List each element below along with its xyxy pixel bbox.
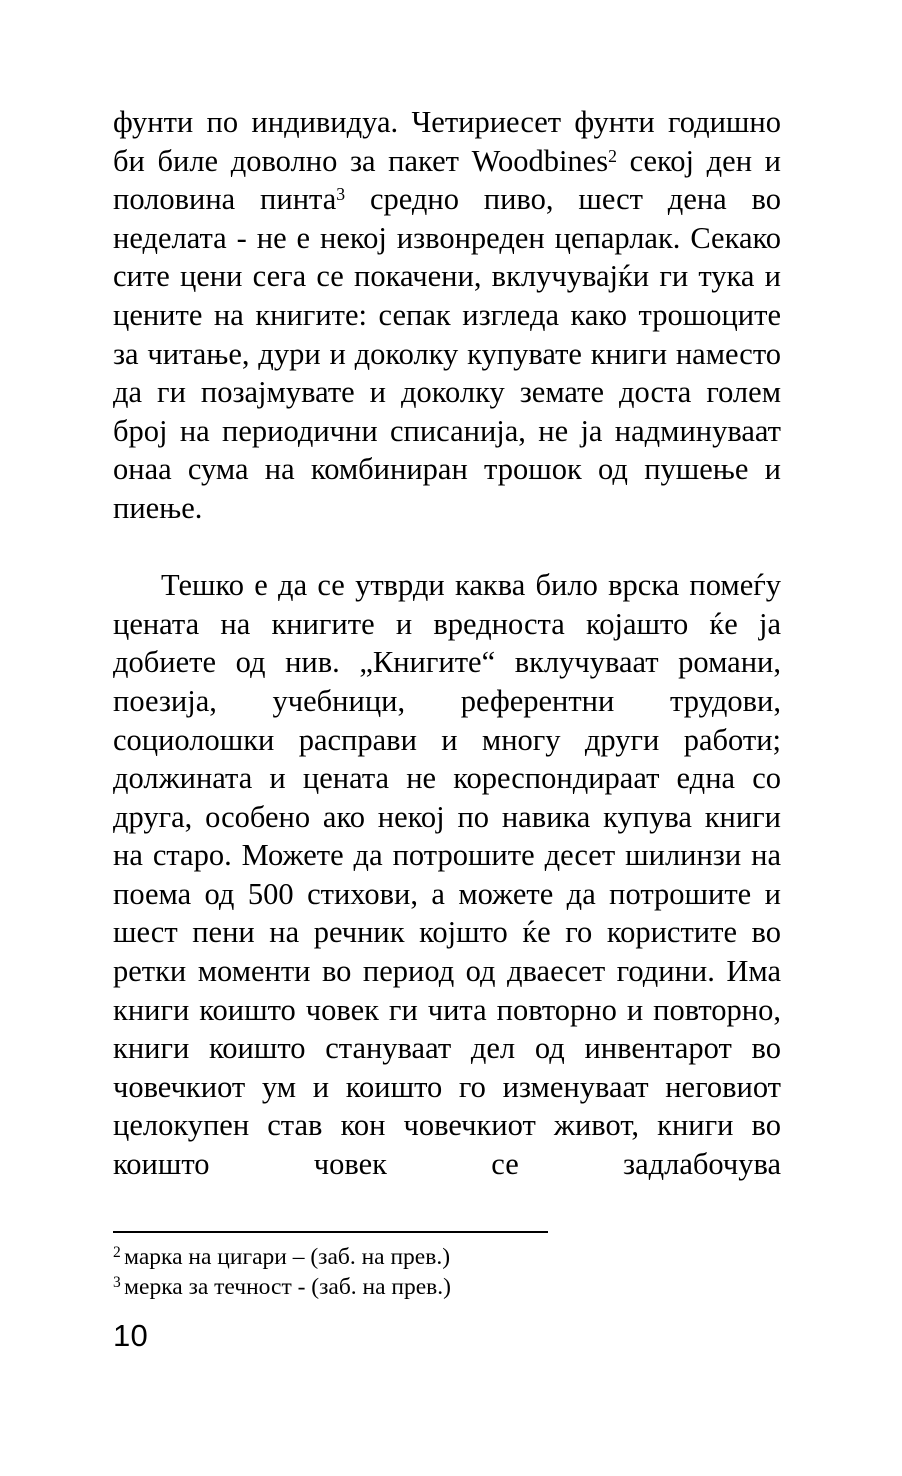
footnote-text-3: мерка за течност - (заб. на прев.) <box>124 1274 451 1300</box>
footnote-reference-2[interactable]: 2 <box>608 145 617 166</box>
page-number: 10 <box>113 1318 148 1353</box>
paragraph-continued-text-b: секој ден и половина пинта <box>113 143 781 217</box>
footnote-item-2 <box>113 1242 781 1272</box>
footnote-separator-rule <box>113 1231 548 1233</box>
footnote-reference-3[interactable]: 3 <box>336 184 346 204</box>
footnote-item-3 <box>113 1272 781 1302</box>
footnote-marker-2: 2 <box>113 1243 121 1261</box>
paragraph-continued <box>113 103 781 566</box>
body-text-column <box>113 103 781 1222</box>
paragraph-second: Тешко е да се утврди каква било врска помеѓу цената на книгите и вредноста којашто ќе ја добиете од нив. „Книгите“ вклучуваат романи, поезија, учебници, референтни трудови, социолошки расправи и многу други работи; должината и цената не кореспондираат една со друга, особено ако некој по навика купува книги на старо. Можете да потрошите десет шилинзи на поема од 500 стихови, а можете да потрошите и шест пени на речник којшто ќе го користите во ретки моменти во период од дваесет години. Има книги коишто човек ги чита повторно и повторно, книги коишто стануваат дел од инвентарот во човечкиот ум и коишто го изменуваат неговиот целокупен став кон човечкиот живот, книги во коишто човек се задлабочува <box>113 568 781 1182</box>
footnote-marker-3: 3 <box>113 1273 121 1291</box>
footnote-text-2: марка на цигари – (заб. на прев.) <box>124 1244 451 1270</box>
footnote-block <box>113 1231 781 1302</box>
paragraph-continued-text-c: средно пиво, шест дена во неделата - не е некој извонреден цепарлак. Секако сите цени сега се покачени, вклучувајќи ги тука и цените на книгите: сепак изгледа како трошоците за читање, дури и доколку купувате книги наместо да ги позајмувате и доколку земате доста голем број на периодични списанија, не ја надминуваат онаа сума на комбиниран трошок од пушење и пиење. <box>113 182 781 525</box>
paragraph-continued-text-a: фунти по индивидуа. Четириесет фунти годишно би биле доволно за пакет Woodbines <box>113 105 781 178</box>
